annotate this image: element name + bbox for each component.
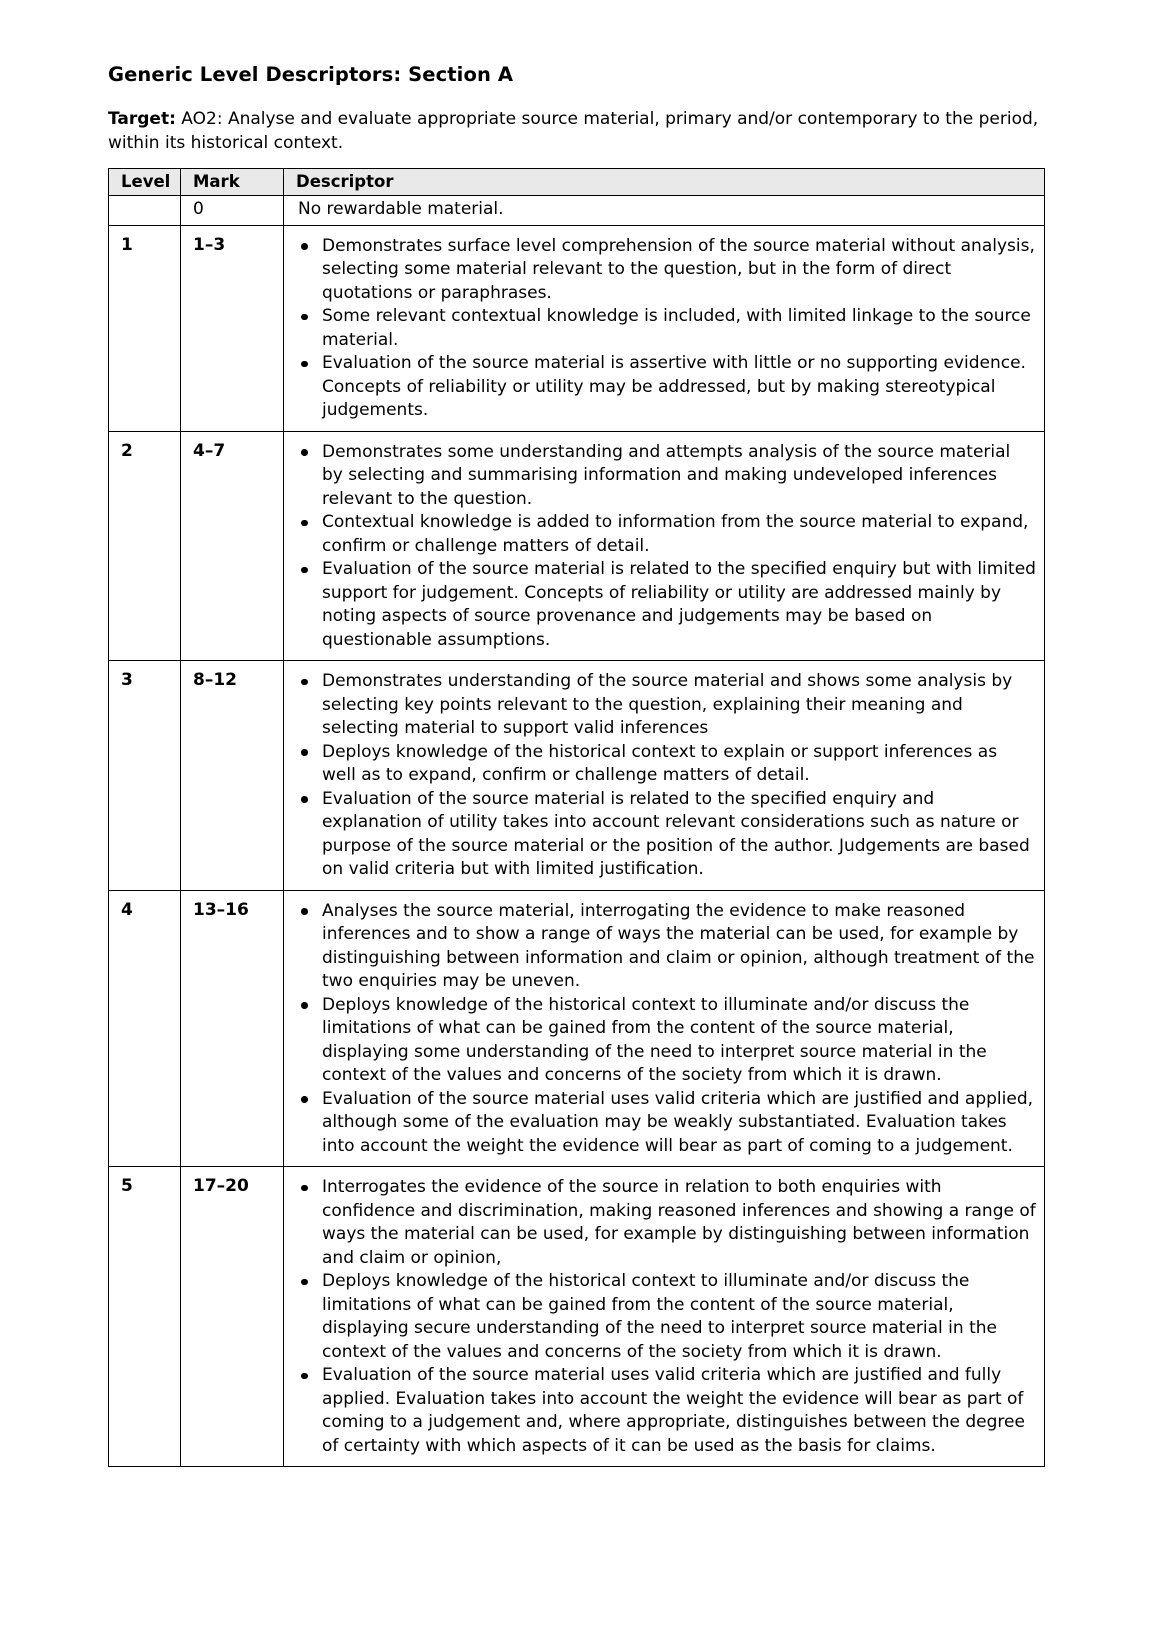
descriptor-bullet: Demonstrates understanding of the source material and shows some analysis by selecting key points relevant to the question, explaining their meaning and selecting material to support valid inferences (298, 670, 1036, 741)
descriptor-bullet: Evaluation of the source material is related to the specified enquiry but with limited support for judgement. Concepts of reliability or utility are addressed mainly by noting aspects of source provenance and judgements may be based on questionable assumptions. (298, 558, 1036, 652)
descriptor-bullet-list (298, 900, 1036, 1159)
level-cell: 5 (109, 1167, 181, 1467)
mark-cell: 17–20 (181, 1167, 284, 1467)
descriptor-bullet-list (298, 235, 1036, 423)
column-header-descriptor: Descriptor (284, 169, 1045, 196)
mark-cell: 8–12 (181, 661, 284, 891)
column-header-mark: Mark (181, 169, 284, 196)
descriptor-bullet: Demonstrates some understanding and attempts analysis of the source material by selecting and summarising information and making undeveloped inferences relevant to the question. (298, 441, 1036, 512)
target-text: AO2: Analyse and evaluate appropriate source material, primary and/or contemporary to the period, within its historical context. (108, 109, 1039, 153)
descriptor-cell (284, 1167, 1045, 1467)
descriptor-bullet: Contextual knowledge is added to information from the source material to expand, confirm or challenge matters of detail. (298, 511, 1036, 558)
descriptor-bullet: Evaluation of the source material is assertive with little or no supporting evidence. Concepts of reliability or utility may be addressed, but by making stereotypical judgements. (298, 352, 1036, 423)
descriptor-bullet: Deploys knowledge of the historical context to illuminate and/or discuss the limitations of what can be gained from the content of the source material, displaying secure understanding of the need to interpret source material in the context of the values and concerns of the society from which it is drawn. (298, 1270, 1036, 1364)
table-row-level-1 (109, 225, 1045, 431)
descriptor-bullet: Demonstrates surface level comprehension of the source material without analysis, selecting some material relevant to the question, but in the form of direct quotations or paraphrases. (298, 235, 1036, 306)
table-row-level-3 (109, 661, 1045, 891)
descriptor-cell: No rewardable material. (284, 196, 1045, 226)
descriptor-bullet: Deploys knowledge of the historical context to illuminate and/or discuss the limitations of what can be gained from the content of the source material, displaying some understanding of the need to interpret source material in the context of the values and concerns of the society from which it is drawn. (298, 994, 1036, 1088)
table-row-level-4 (109, 890, 1045, 1167)
column-header-level: Level (109, 169, 181, 196)
level-descriptors-table (108, 168, 1045, 1467)
table-row-level-2 (109, 431, 1045, 661)
descriptor-bullet-list (298, 441, 1036, 653)
descriptor-bullet: Evaluation of the source material uses valid criteria which are justified and applied, although some of the evaluation may be weakly substantiated. Evaluation takes into account the weight the evidence will bear as part of coming to a judgement. (298, 1088, 1036, 1159)
descriptor-cell (284, 661, 1045, 891)
level-cell: 2 (109, 431, 181, 661)
target-label: Target: (108, 109, 176, 129)
level-cell: 3 (109, 661, 181, 891)
descriptor-cell (284, 890, 1045, 1167)
descriptor-bullet: Analyses the source material, interrogating the evidence to make reasoned inferences and to show a range of ways the material can be used, for example by distinguishing between information and claim or opinion, although treatment of the two enquiries may be uneven. (298, 900, 1036, 994)
descriptor-cell (284, 431, 1045, 661)
descriptor-bullet: Interrogates the evidence of the source in relation to both enquiries with confidence and discrimination, making reasoned inferences and showing a range of ways the material can be used, for example by distinguishing between information and claim or opinion, (298, 1176, 1036, 1270)
page-title: Generic Level Descriptors: Section A (108, 63, 514, 86)
descriptor-bullet-list (298, 670, 1036, 882)
descriptor-bullet: Evaluation of the source material is related to the specified enquiry and explanation of utility takes into account relevant considerations such as nature or purpose of the source material or the position of the author. Judgements are based on valid criteria but with limited justification. (298, 788, 1036, 882)
mark-cell: 0 (181, 196, 284, 226)
level-cell: 1 (109, 225, 181, 431)
level-cell: 4 (109, 890, 181, 1167)
descriptor-bullet-list (298, 1176, 1036, 1458)
descriptor-cell (284, 225, 1045, 431)
descriptor-bullet: Deploys knowledge of the historical context to explain or support inferences as well as to expand, confirm or challenge matters of detail. (298, 741, 1036, 788)
target-paragraph (108, 107, 1045, 155)
mark-cell: 4–7 (181, 431, 284, 661)
mark-cell: 13–16 (181, 890, 284, 1167)
level-cell (109, 196, 181, 226)
table-row-level-5 (109, 1167, 1045, 1467)
mark-cell: 1–3 (181, 225, 284, 431)
table-row-mark-0 (109, 196, 1045, 226)
descriptor-bullet: Some relevant contextual knowledge is included, with limited linkage to the source material. (298, 305, 1036, 352)
descriptor-bullet: Evaluation of the source material uses valid criteria which are justified and fully applied. Evaluation takes into account the weight the evidence will bear as part of coming to a judgement and, where appropriate, distinguishes between the degree of certainty with which aspects of it can be used as the basis for claims. (298, 1364, 1036, 1458)
table-header-row (109, 169, 1045, 196)
